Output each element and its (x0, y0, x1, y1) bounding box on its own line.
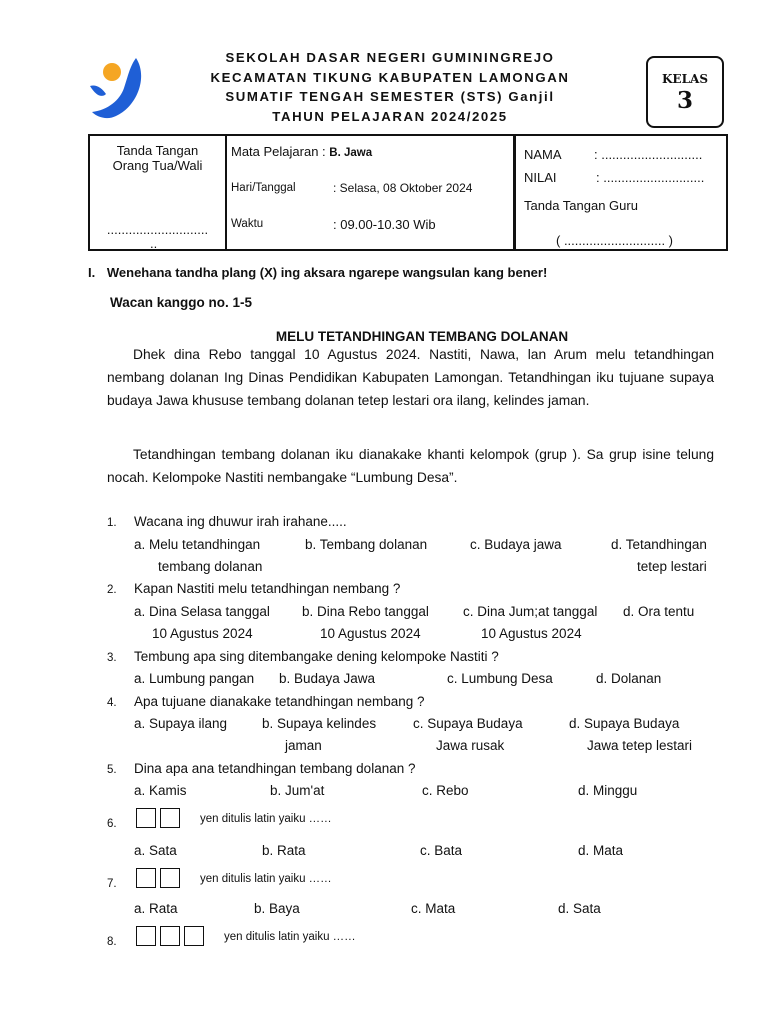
reading-title: MELU TETANDHINGAN TEMBANG DOLANAN (275, 329, 569, 344)
answer-option[interactable]: b. Tembang dolanan (305, 537, 428, 552)
answer-option[interactable]: c. Lumbung Desa (447, 671, 553, 686)
question-number: 2. (107, 584, 117, 596)
subject-label: Mata Pelajaran : (231, 144, 330, 159)
question-number: 8. (107, 936, 117, 948)
answer-option[interactable]: c. Budaya jawa (470, 537, 562, 552)
day-label: Hari/Tanggal (231, 182, 296, 194)
question-prompt: yen ditulis latin yaiku …… (200, 873, 332, 886)
logo-arm (90, 85, 106, 95)
question-text: Apa tujuane dianakake tetandhingan nembang ? (134, 694, 425, 709)
answer-option[interactable]: b. Jum'at (270, 783, 325, 798)
school-year: TAHUN PELAJARAN 2024/2025 (272, 108, 508, 124)
answer-option[interactable]: a. Kamis (134, 783, 187, 798)
answer-option-continued: jaman (285, 738, 322, 753)
answer-option[interactable]: d. Dolanan (596, 671, 662, 686)
reading-paragraph-1 (107, 344, 714, 412)
student-cell (516, 136, 726, 249)
answer-option[interactable]: c. Dina Jum;at tanggal (463, 604, 598, 619)
subject-cell (227, 136, 516, 249)
answer-option[interactable]: b. Rata (262, 843, 306, 858)
aksara-box (160, 868, 180, 888)
info-table (88, 134, 728, 251)
answer-option[interactable]: a. Supaya ilang (134, 716, 228, 731)
question-number: 3. (107, 652, 117, 664)
teacher-signature-field[interactable]: ( ............................ ) (556, 233, 674, 248)
aksara-box (136, 808, 156, 828)
district-name: KECAMATAN TIKUNG KABUPATEN LAMONGAN (210, 69, 570, 85)
answer-option[interactable]: a. Rata (134, 901, 178, 916)
time-label: Waktu (231, 218, 264, 230)
question-text: Tembung apa sing ditembangake dening kelompoke Nastiti ? (134, 649, 499, 664)
day-value: : Selasa, 08 Oktober 2024 (333, 181, 473, 195)
class-label: KELAS (662, 72, 708, 86)
answer-option[interactable]: d. Tetandhingan (611, 537, 707, 552)
reading-paragraph-2 (107, 444, 714, 490)
nama-field[interactable]: : ............................ (594, 147, 703, 162)
question-number: 7. (107, 878, 117, 890)
parent-signature-dots-2: .. (150, 236, 158, 251)
school-logo (86, 54, 148, 126)
question-number: 6. (107, 818, 117, 830)
answer-option-continued: Jawa rusak (436, 738, 505, 753)
nilai-label: NILAI (524, 170, 557, 185)
parent-signature-cell (90, 136, 227, 249)
class-value: 3 (676, 87, 693, 114)
answer-option[interactable]: d. Sata (558, 901, 601, 916)
question-number: 4. (107, 697, 117, 709)
aksara-box (184, 926, 204, 946)
answer-option-continued: 10 Agustus 2024 (152, 626, 253, 641)
answer-option-continued: 10 Agustus 2024 (320, 626, 421, 641)
answer-option[interactable]: c. Bata (420, 843, 463, 858)
aksara-boxes (136, 809, 184, 826)
answer-option[interactable]: a. Sata (134, 843, 177, 858)
question-number: 1. (107, 517, 117, 529)
question-text (136, 808, 332, 828)
instruction-text: Wenehana tandha plang (X) ing aksara ngarepe wangsulan kang bener! (106, 265, 548, 280)
aksara-box (136, 868, 156, 888)
answer-option-continued: tetep lestari (637, 559, 707, 574)
aksara-box (136, 926, 156, 946)
paragraph-2-text: Tetandhingan tembang dolanan iku dianakake khanti kelompok (grup ). Sa grup isine telung nocah. Kelompoke Nastiti nembangake “Lumbung Desa”. (107, 447, 714, 485)
teacher-signature-label: Tanda Tangan Guru (524, 198, 638, 213)
answer-option[interactable]: a. Dina Selasa tanggal (134, 604, 270, 619)
logo-head (103, 63, 121, 81)
school-name: SEKOLAH DASAR NEGERI GUMININGREJO (225, 50, 555, 65)
question-text (136, 926, 356, 946)
answer-option[interactable]: b. Baya (254, 901, 300, 916)
aksara-boxes (136, 927, 208, 944)
nilai-field[interactable]: : ............................ (596, 170, 705, 185)
subject-value: B. Jawa (329, 147, 373, 159)
answer-option[interactable]: c. Supaya Budaya (413, 716, 523, 731)
time-value: : 09.00-10.30 Wib (333, 217, 436, 232)
question-number: 5. (107, 764, 117, 776)
paragraph-1-text: Dhek dina Rebo tanggal 10 Agustus 2024. Nastiti, Nawa, lan Arum melu tetandhingan nembang dolanan Ing Dinas Pendidikan Kabupaten Lamongan. Tetandhingan iku tujuane supaya budaya Jawa khususe tembang dolanan tetep lestari ora ilang, kelindes jaman. (107, 347, 714, 408)
question-text (136, 868, 332, 888)
aksara-boxes (136, 869, 184, 886)
question-prompt: yen ditulis latin yaiku …… (224, 931, 356, 944)
answer-option[interactable]: d. Minggu (578, 783, 638, 798)
section-instruction (88, 265, 547, 280)
question-text: Dina apa ana tetandhingan tembang dolanan ? (134, 761, 416, 776)
parent-signature-label: Tanda Tangan Orang Tua/Wali (112, 143, 203, 173)
section-number: I. (88, 265, 96, 280)
question-prompt: yen ditulis latin yaiku …… (200, 813, 332, 826)
school-header (170, 48, 610, 126)
answer-option[interactable]: d. Ora tentu (623, 604, 695, 619)
nama-label: NAMA (524, 147, 562, 162)
answer-option[interactable]: b. Supaya kelindes (262, 716, 377, 731)
answer-option[interactable]: c. Mata (411, 901, 456, 916)
question-text: Wacana ing dhuwur irah irahane..... (134, 514, 347, 529)
answer-option[interactable]: a. Lumbung pangan (134, 671, 255, 686)
reading-label: Wacan kanggo no. 1-5 (110, 295, 253, 310)
answer-option-continued: tembang dolanan (158, 559, 263, 574)
class-box (646, 56, 724, 128)
parent-signature-dots[interactable]: ............................ (106, 222, 209, 237)
question-text: Kapan Nastiti melu tetandhingan nembang ? (134, 581, 401, 596)
answer-option[interactable]: b. Budaya Jawa (279, 671, 376, 686)
answer-option[interactable]: d. Supaya Budaya (569, 716, 680, 731)
answer-option[interactable]: a. Melu tetandhingan (134, 537, 261, 552)
aksara-box (160, 808, 180, 828)
answer-option-continued: 10 Agustus 2024 (481, 626, 582, 641)
answer-option-continued: Jawa tetep lestari (587, 738, 693, 753)
aksara-box (160, 926, 180, 946)
answer-option[interactable]: c. Rebo (422, 783, 469, 798)
exam-name: SUMATIF TENGAH SEMESTER (STS) Ganjil (225, 89, 555, 104)
answer-option[interactable]: d. Mata (578, 843, 624, 858)
answer-option[interactable]: b. Dina Rebo tanggal (302, 604, 429, 619)
